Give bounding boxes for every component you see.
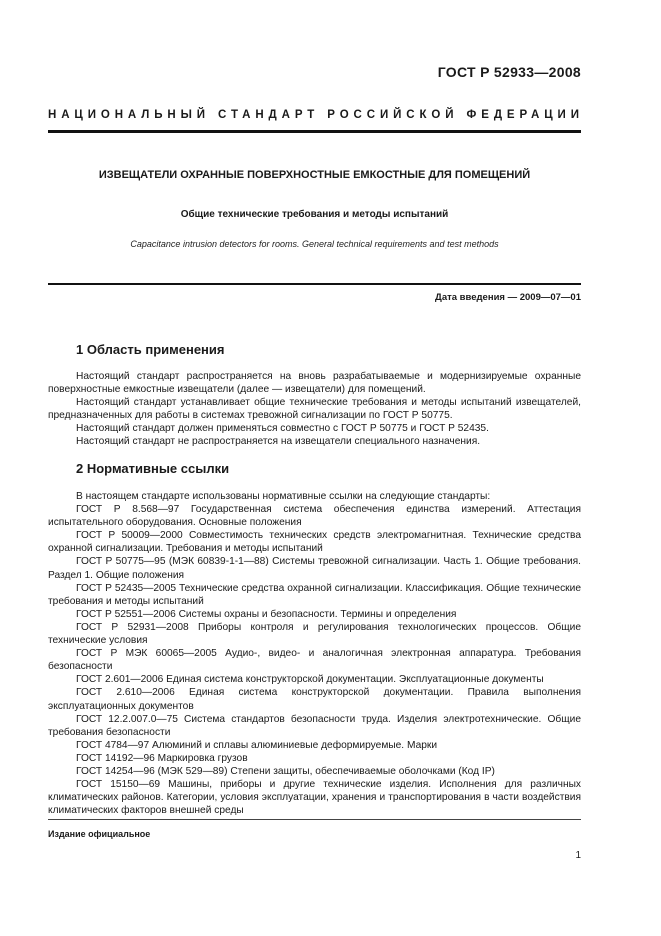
section-1-body	[48, 370, 581, 449]
reference-item: ГОСТ Р 52435—2005 Технические средства охранной сигнализации. Классификация. Общие технические требования и методы испытаний	[48, 582, 581, 607]
gost-code: ГОСТ Р 52933—2008	[437, 64, 581, 80]
paragraph: Настоящий стандарт распространяется на вновь разрабатываемые и модернизируемые охранные поверхностные емкостные извещатели (далее — извещатели) для помещений.	[48, 371, 581, 396]
header-rule	[48, 130, 581, 133]
paragraph: Настоящий стандарт должен применяться совместно с ГОСТ Р 50775 и ГОСТ Р 52435.	[76, 423, 489, 435]
reference-item: ГОСТ Р 50775—95 (МЭК 60839-1-1—88) Системы тревожной сигнализации. Часть 1. Общие требования. Раздел 1. Общие положения	[48, 556, 581, 581]
reference-item: ГОСТ Р МЭК 60065—2005 Аудио-, видео- и аналогичная электронная аппаратура. Требования безопасности	[48, 648, 581, 673]
reference-item: ГОСТ 2.601—2006 Единая система конструкторской документации. Эксплуатационные документы	[76, 674, 544, 686]
reference-item: ГОСТ 14254—96 (МЭК 529—89) Степени защиты, обеспечиваемые оболочками (Код IP)	[76, 765, 495, 777]
reference-item: ГОСТ 12.2.007.0—75 Система стандартов безопасности труда. Изделия электротехнические. Общие требования безопасности	[48, 713, 581, 738]
reference-item: ГОСТ 15150—69 Машины, приборы и другие технические изделия. Исполнения для различных климатических районов. Категории, условия эксплуатации, хранения и транспортирования в части воздействия климатических факторов внешней среды	[48, 779, 581, 817]
reference-item: ГОСТ Р 52551—2006 Системы охраны и безопасности. Термины и определения	[76, 608, 457, 620]
footer-rule	[48, 819, 581, 820]
reference-item: ГОСТ Р 52931—2008 Приборы контроля и регулирования технологических процессов. Общие технические условия	[48, 621, 581, 647]
section-1-heading: 1 Область применения	[76, 342, 225, 357]
national-standard-banner: НАЦИОНАЛЬНЫЙ СТАНДАРТ РОССИЙСКОЙ ФЕДЕРАЦИИ	[48, 109, 584, 121]
document-subtitle: Общие технические требования и методы испытаний	[180, 209, 449, 220]
reference-item: ГОСТ 14192—96 Маркировка грузов	[76, 752, 248, 764]
effective-date: Дата введения — 2009—07—01	[435, 292, 581, 303]
reference-item: ГОСТ Р 8.568—97 Государственная система обеспечения единства измерений. Аттестация испытательного оборудования. Основные положения	[48, 504, 581, 529]
paragraph: В настоящем стандарте использованы нормативные ссылки на следующие стандарты:	[76, 491, 491, 502]
reference-item: ГОСТ 4784—97 Алюминий и сплавы алюминиевые деформируемые. Марки	[76, 739, 438, 751]
paragraph: Настоящий стандарт устанавливает общие технические требования и методы испытаний извещателей, предназначенных для работы в системах тревожной сигнализации по ГОСТ Р 50775.	[48, 397, 581, 422]
english-title: Capacitance intrusion detectors for rooms. General technical requirements and test methods	[130, 239, 499, 249]
section-2-body	[48, 490, 581, 817]
edition-note: Издание официальное	[48, 829, 151, 839]
paragraph: Настоящий стандарт не распространяется на извещатели специального назначения.	[76, 436, 481, 448]
page-number: 1	[575, 850, 581, 861]
section-2-heading: 2 Нормативные ссылки	[76, 461, 230, 476]
document-title: ИЗВЕЩАТЕЛИ ОХРАННЫЕ ПОВЕРХНОСТНЫЕ ЕМКОСТНЫЕ ДЛЯ ПОМЕЩЕНИЙ	[98, 169, 531, 181]
reference-item: ГОСТ Р 50009—2000 Совместимость технических средств электромагнитная. Технические средства охранной сигнализации. Требования и методы испытаний	[48, 530, 581, 555]
reference-item: ГОСТ 2.610—2006 Единая система конструкторской документации. Правила выполнения эксплуатационных документов	[48, 687, 581, 712]
title-rule	[48, 283, 581, 285]
